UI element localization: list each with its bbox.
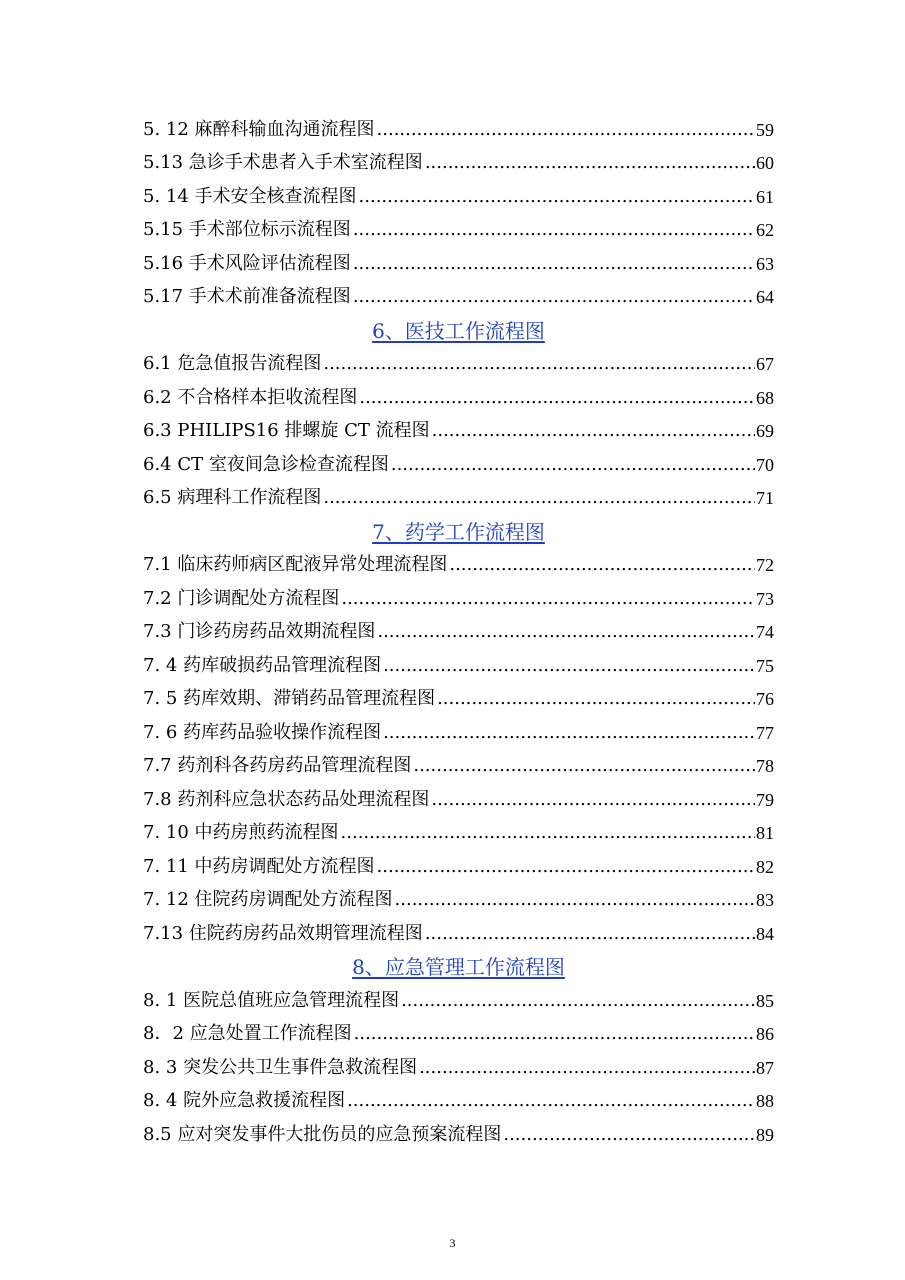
toc-entry-page: 72 xyxy=(756,555,774,576)
toc-entry xyxy=(143,549,774,583)
dot-leader xyxy=(377,623,755,641)
toc-entry xyxy=(143,180,774,214)
dot-leader xyxy=(359,188,755,206)
dot-leader xyxy=(353,288,755,306)
toc-entry xyxy=(143,415,774,449)
toc-entry-label: 8．2 应急处置工作流程图 xyxy=(143,1023,352,1045)
dot-leader xyxy=(383,724,755,742)
toc-entry-label: 6.4 CT 室夜间急诊检查流程图 xyxy=(143,453,389,475)
toc-entry-label: 5.15 手术部位标示流程图 xyxy=(143,219,351,241)
toc-entry-page: 88 xyxy=(756,1091,774,1112)
toc-entry xyxy=(143,214,774,248)
toc-entry-label: 7. 12 住院药房调配处方流程图 xyxy=(143,889,393,911)
toc-entry-label: 8. 4 院外应急救援流程图 xyxy=(143,1090,346,1112)
toc-entry-page: 64 xyxy=(756,287,774,308)
toc-entry-page: 60 xyxy=(756,153,774,174)
toc-entry xyxy=(143,113,774,147)
dot-leader xyxy=(449,556,755,574)
toc-entry-page: 78 xyxy=(756,756,774,777)
toc-entry-page: 75 xyxy=(756,655,774,676)
toc-entry xyxy=(143,1051,774,1085)
toc-entry-label: 7. 10 中药房煎药流程图 xyxy=(143,822,339,844)
toc-entry-page: 77 xyxy=(756,722,774,743)
toc-entry-page: 62 xyxy=(756,220,774,241)
dot-leader xyxy=(353,221,755,239)
dot-leader xyxy=(347,1092,755,1110)
toc-entry xyxy=(143,381,774,415)
toc-entry-page: 85 xyxy=(756,990,774,1011)
toc-entry-label: 7.3 门诊药房药品效期流程图 xyxy=(143,621,376,643)
toc-entry xyxy=(143,247,774,281)
toc-entry-page: 71 xyxy=(756,488,774,509)
toc-entry-page: 81 xyxy=(756,823,774,844)
toc-entry-label: 7. 11 中药房调配处方流程图 xyxy=(143,855,375,877)
toc-entry-label: 7.7 药剂科各药房药品管理流程图 xyxy=(143,755,412,777)
toc-entry-page: 79 xyxy=(756,789,774,810)
toc-entry xyxy=(143,750,774,784)
dot-leader xyxy=(391,456,755,474)
section-heading-label[interactable]: 8、应急管理工作流程图 xyxy=(352,955,565,980)
toc-entry-page: 83 xyxy=(756,890,774,911)
dot-leader xyxy=(413,757,755,775)
toc-entry-label: 5. 14 手术安全核查流程图 xyxy=(143,185,357,207)
dot-leader xyxy=(353,255,755,273)
toc-entry-label: 5.17 手术术前准备流程图 xyxy=(143,286,351,308)
toc-entry-page: 74 xyxy=(756,622,774,643)
dot-leader xyxy=(354,1025,755,1043)
toc-entry-label: 5.16 手术风险评估流程图 xyxy=(143,252,351,274)
table-of-contents xyxy=(143,113,774,1152)
toc-entry xyxy=(143,147,774,181)
dot-leader xyxy=(377,121,755,139)
toc-entry xyxy=(143,817,774,851)
dot-leader xyxy=(437,690,755,708)
toc-entry-page: 68 xyxy=(756,387,774,408)
toc-entry xyxy=(143,616,774,650)
section-heading xyxy=(143,314,774,348)
toc-entry xyxy=(143,1085,774,1119)
toc-entry-label: 6.5 病理科工作流程图 xyxy=(143,487,322,509)
dot-leader xyxy=(401,992,755,1010)
toc-entry xyxy=(143,582,774,616)
toc-entry-label: 7.1 临床药师病区配液异常处理流程图 xyxy=(143,554,448,576)
toc-entry xyxy=(143,783,774,817)
toc-entry xyxy=(143,850,774,884)
toc-entry xyxy=(143,917,774,951)
section-heading xyxy=(143,951,774,985)
dot-leader xyxy=(383,657,755,675)
toc-entry-label: 7. 4 药库破损药品管理流程图 xyxy=(143,654,382,676)
toc-entry xyxy=(143,984,774,1018)
dot-leader xyxy=(432,422,755,440)
toc-entry-label: 7.13 住院药房药品效期管理流程图 xyxy=(143,922,423,944)
dot-leader xyxy=(503,1126,755,1144)
toc-entry-page: 59 xyxy=(756,119,774,140)
section-heading-label[interactable]: 6、医技工作流程图 xyxy=(372,318,545,343)
toc-entry-label: 6.2 不合格样本拒收流程图 xyxy=(143,386,358,408)
toc-entry xyxy=(143,1018,774,1052)
toc-entry-label: 5. 12 麻醉科输血沟通流程图 xyxy=(143,118,375,140)
section-heading xyxy=(143,515,774,549)
toc-entry-page: 89 xyxy=(756,1124,774,1145)
toc-entry xyxy=(143,716,774,750)
toc-entry xyxy=(143,683,774,717)
dot-leader xyxy=(359,389,755,407)
toc-entry xyxy=(143,348,774,382)
toc-entry-label: 8.5 应对突发事件大批伤员的应急预案流程图 xyxy=(143,1123,502,1145)
toc-entry-page: 70 xyxy=(756,454,774,475)
toc-entry-label: 7. 5 药库效期、滞销药品管理流程图 xyxy=(143,688,436,710)
dot-leader xyxy=(431,791,755,809)
toc-entry-page: 73 xyxy=(756,588,774,609)
toc-entry-label: 6.3 PHILIPS16 排螺旋 CT 流程图 xyxy=(143,420,430,442)
toc-entry xyxy=(143,884,774,918)
toc-entry-page: 69 xyxy=(756,421,774,442)
toc-entry-page: 76 xyxy=(756,689,774,710)
toc-entry-label: 7.8 药剂科应急状态药品处理流程图 xyxy=(143,788,430,810)
toc-entry xyxy=(143,1118,774,1152)
toc-entry-page: 84 xyxy=(756,923,774,944)
toc-entry-page: 87 xyxy=(756,1057,774,1078)
dot-leader xyxy=(395,891,755,909)
toc-entry xyxy=(143,281,774,315)
toc-entry-label: 8. 1 医院总值班应急管理流程图 xyxy=(143,989,400,1011)
page-number: 3 xyxy=(449,1236,456,1250)
dot-leader xyxy=(425,925,755,943)
toc-entry xyxy=(143,482,774,516)
toc-entry-page: 67 xyxy=(756,354,774,375)
dot-leader xyxy=(341,590,755,608)
toc-entry-label: 7.2 门诊调配处方流程图 xyxy=(143,587,340,609)
toc-entry xyxy=(143,649,774,683)
toc-entry-page: 61 xyxy=(756,186,774,207)
toc-entry-label: 8. 3 突发公共卫生事件急救流程图 xyxy=(143,1056,418,1078)
toc-entry-label: 5.13 急诊手术患者入手术室流程图 xyxy=(143,152,423,174)
dot-leader xyxy=(341,824,755,842)
dot-leader xyxy=(425,154,755,172)
dot-leader xyxy=(323,489,755,507)
toc-entry-label: 6.1 危急值报告流程图 xyxy=(143,353,322,375)
toc-entry-label: 7. 6 药库药品验收操作流程图 xyxy=(143,721,382,743)
toc-entry-page: 82 xyxy=(756,856,774,877)
dot-leader xyxy=(419,1059,755,1077)
dot-leader xyxy=(323,355,755,373)
toc-entry-page: 63 xyxy=(756,253,774,274)
toc-entry-page: 86 xyxy=(756,1024,774,1045)
dot-leader xyxy=(377,858,755,876)
section-heading-label[interactable]: 7、药学工作流程图 xyxy=(372,519,545,544)
toc-entry xyxy=(143,448,774,482)
